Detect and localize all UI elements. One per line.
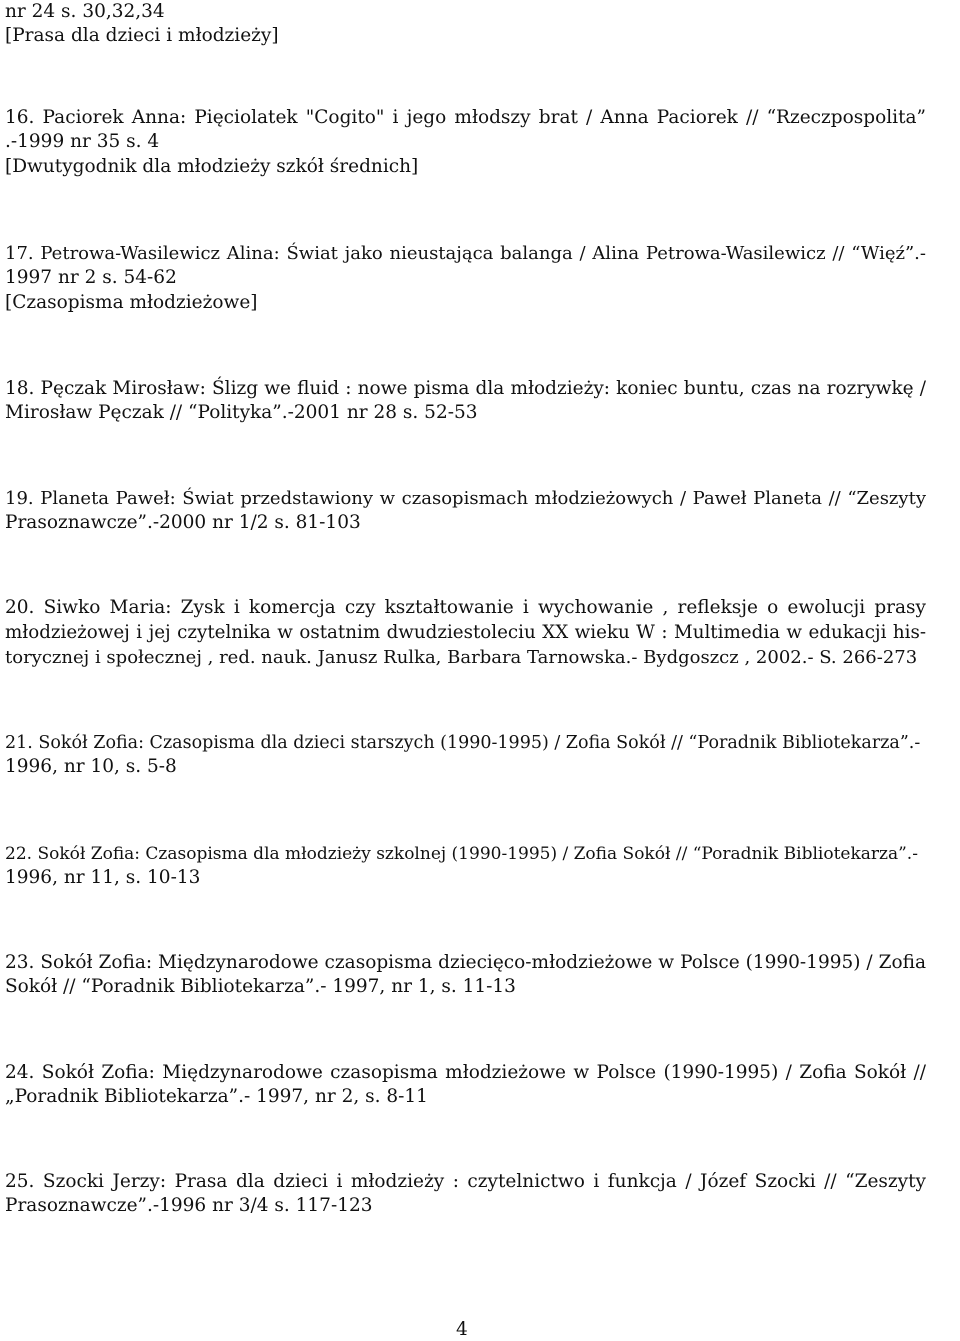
entry-24-line-2: „Poradnik Bibliotekarza”.- 1997, nr 2, s. 8-11 [5,1086,428,1107]
page-number: 4 [456,1319,468,1340]
entry-16-line-1: 16. Paciorek Anna: Pięciolatek "Cogito" i jego młodszy brat / Anna Paciorek // “Rzeczpospolita” [5,107,926,128]
entry-25-line-2: Prasoznawcze”.-1996 nr 3/4 s. 117-123 [5,1195,373,1216]
entry-22-line-1: 22. Sokół Zofia: Czasopisma dla młodzieży szkolnej (1990-1995) / Zofia Sokół // “Poradnik Bibliotekarza”.- [5,844,918,864]
entry-24-line-1: 24. Sokół Zofia: Międzynarodowe czasopisma młodzieżowe w Polsce (1990-1995) / Zofia Sokół // [5,1062,926,1083]
entry-22-line-2: 1996, nr 11, s. 10-13 [5,867,201,888]
entry-20-line-3: torycznej i społecznej , red. nauk. Janusz Rulka, Barbara Tarnowska.- Bydgoszcz , 2002.- S. 266-273 [5,647,918,668]
entry-18-line-1: 18. Pęczak Mirosław: Ślizg we fluid : nowe pisma dla młodzieży: koniec buntu, czas na rozrywkę / [5,378,926,399]
entry-15-continuation-line: nr 24 s. 30,32,34 [5,1,165,22]
entry-16-subject-line: [Dwutygodnik dla młodzieży szkół średnich] [5,156,419,177]
entry-16-line-2: .-1999 nr 35 s. 4 [5,131,160,152]
entry-23-line-2: Sokół // “Poradnik Bibliotekarza”.- 1997, nr 1, s. 11-13 [5,976,516,997]
entry-19-line-1: 19. Planeta Paweł: Świat przedstawiony w czasopismach młodzieżowych / Paweł Planeta // “Zeszyty [5,488,926,509]
entry-18-line-2: Mirosław Pęczak // “Polityka”.-2001 nr 28 s. 52-53 [5,402,478,423]
entry-23-line-1: 23. Sokół Zofia: Międzynarodowe czasopisma dziecięco-młodzieżowe w Polsce (1990-1995) / Zofia [5,952,926,973]
entry-25-line-1: 25. Szocki Jerzy: Prasa dla dzieci i młodzieży : czytelnictwo i funkcja / Józef Szocki // “Zeszyty [5,1171,926,1192]
entry-15-subject-line: [Prasa dla dzieci i młodzieży] [5,25,279,46]
entry-20-line-1: 20. Siwko Maria: Zysk i komercja czy kształtowanie i wychowanie , refleksje o ewolucji prasy [5,597,926,618]
entry-17-line-1: 17. Petrowa-Wasilewicz Alina: Świat jako nieustająca balanga / Alina Petrowa-Wasilewicz // “Więź”.- [5,243,926,264]
entry-21-line-1: 21. Sokół Zofia: Czasopisma dla dzieci starszych (1990-1995) / Zofia Sokół // “Poradnik Bibliotekarza”.- [5,733,921,753]
entry-17-line-2: 1997 nr 2 s. 54-62 [5,267,177,288]
entry-17-subject-line: [Czasopisma młodzieżowe] [5,292,258,313]
entry-21-line-2: 1996, nr 10, s. 5-8 [5,756,177,777]
entry-20-line-2: młodzieżowej i jej czytelnika w ostatnim dwudziestoleciu XX wieku W : Multimedia w edukacji his- [5,622,926,643]
entry-19-line-2: Prasoznawcze”.-2000 nr 1/2 s. 81-103 [5,512,361,533]
